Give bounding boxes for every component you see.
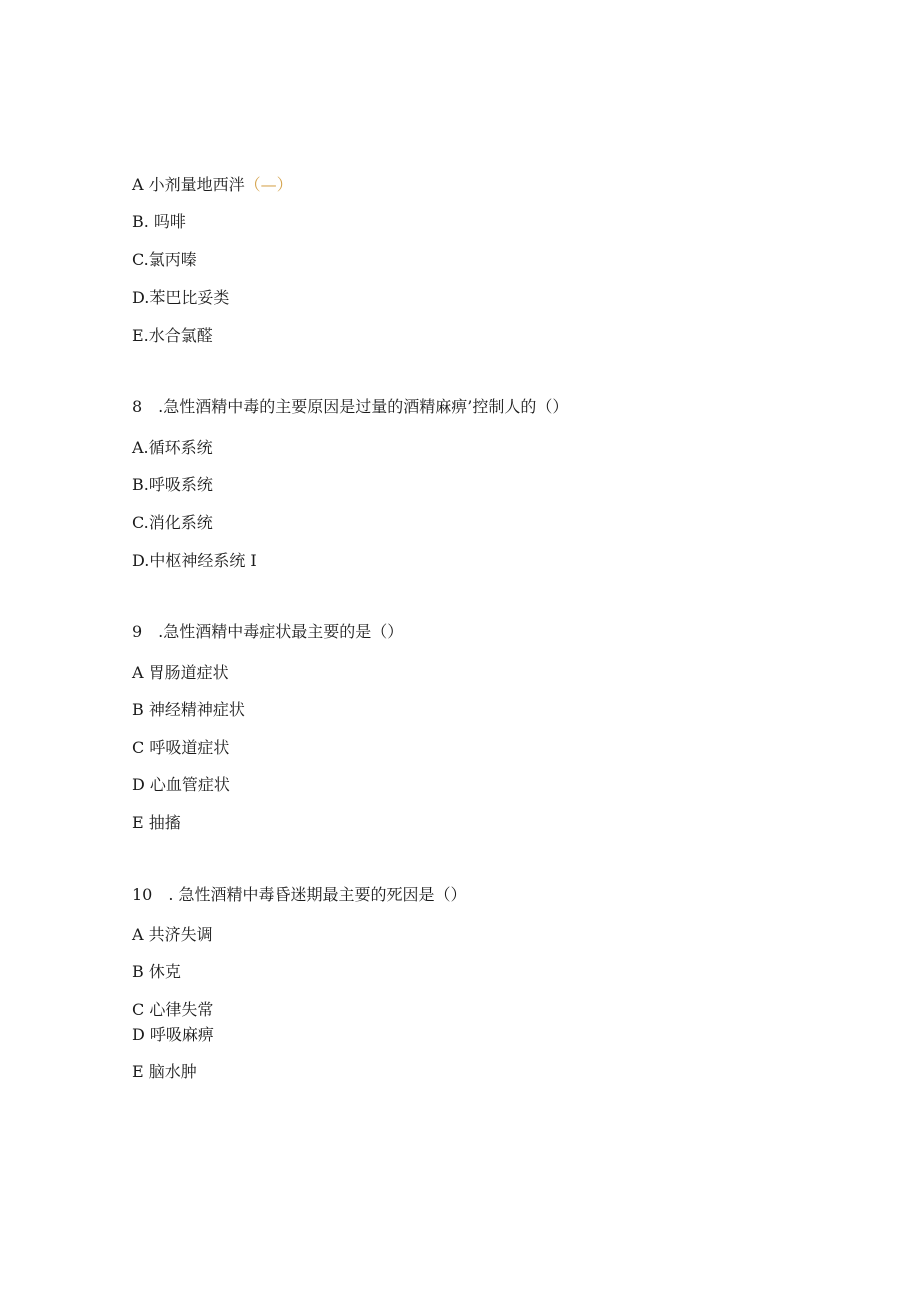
- q9-option-d: D 心血管症状: [132, 775, 230, 794]
- q7-option-b: B. 吗啡: [132, 212, 186, 231]
- q10-option-c: C 心律失常: [132, 1000, 214, 1019]
- q9-option-a: A 胃肠道症状: [132, 663, 229, 682]
- q9-option-b: B 神经精神症状: [132, 700, 245, 719]
- q8-option-a: A.循环系统: [132, 438, 213, 457]
- q7-option-a: [132, 175, 293, 195]
- q7-option-a-text: A 小剂量地西泮: [132, 175, 245, 194]
- q7-option-e: E.水合氯醛: [132, 326, 213, 345]
- q7-option-d: D.苯巴比妥类: [132, 288, 230, 307]
- q10-option-e: E 脑水肿: [132, 1062, 197, 1081]
- q8-option-d: D.中枢神经系统 I: [132, 551, 257, 570]
- q8-option-b: B.呼吸系统: [132, 475, 213, 494]
- q10-option-a: A 共济失调: [132, 925, 213, 944]
- q7-option-c: C.氯丙嗪: [132, 250, 197, 269]
- q8-stem: 8 .急性酒精中毒的主要原因是过量的酒精麻痹’控制人的（）: [132, 397, 569, 416]
- q9-option-e: E 抽搐: [132, 813, 181, 832]
- q10-stem: 10 . 急性酒精中毒昏迷期最主要的死因是（）: [132, 885, 467, 904]
- q7-answer-blank: （—）: [244, 175, 293, 194]
- q10-option-b: B 休克: [132, 962, 181, 981]
- q9-option-c: C 呼吸道症状: [132, 738, 230, 757]
- q8-option-c: C.消化系统: [132, 513, 213, 532]
- q10-option-d: D 呼吸麻痹: [132, 1025, 214, 1044]
- q9-stem: 9 .急性酒精中毒症状最主要的是（）: [132, 622, 404, 641]
